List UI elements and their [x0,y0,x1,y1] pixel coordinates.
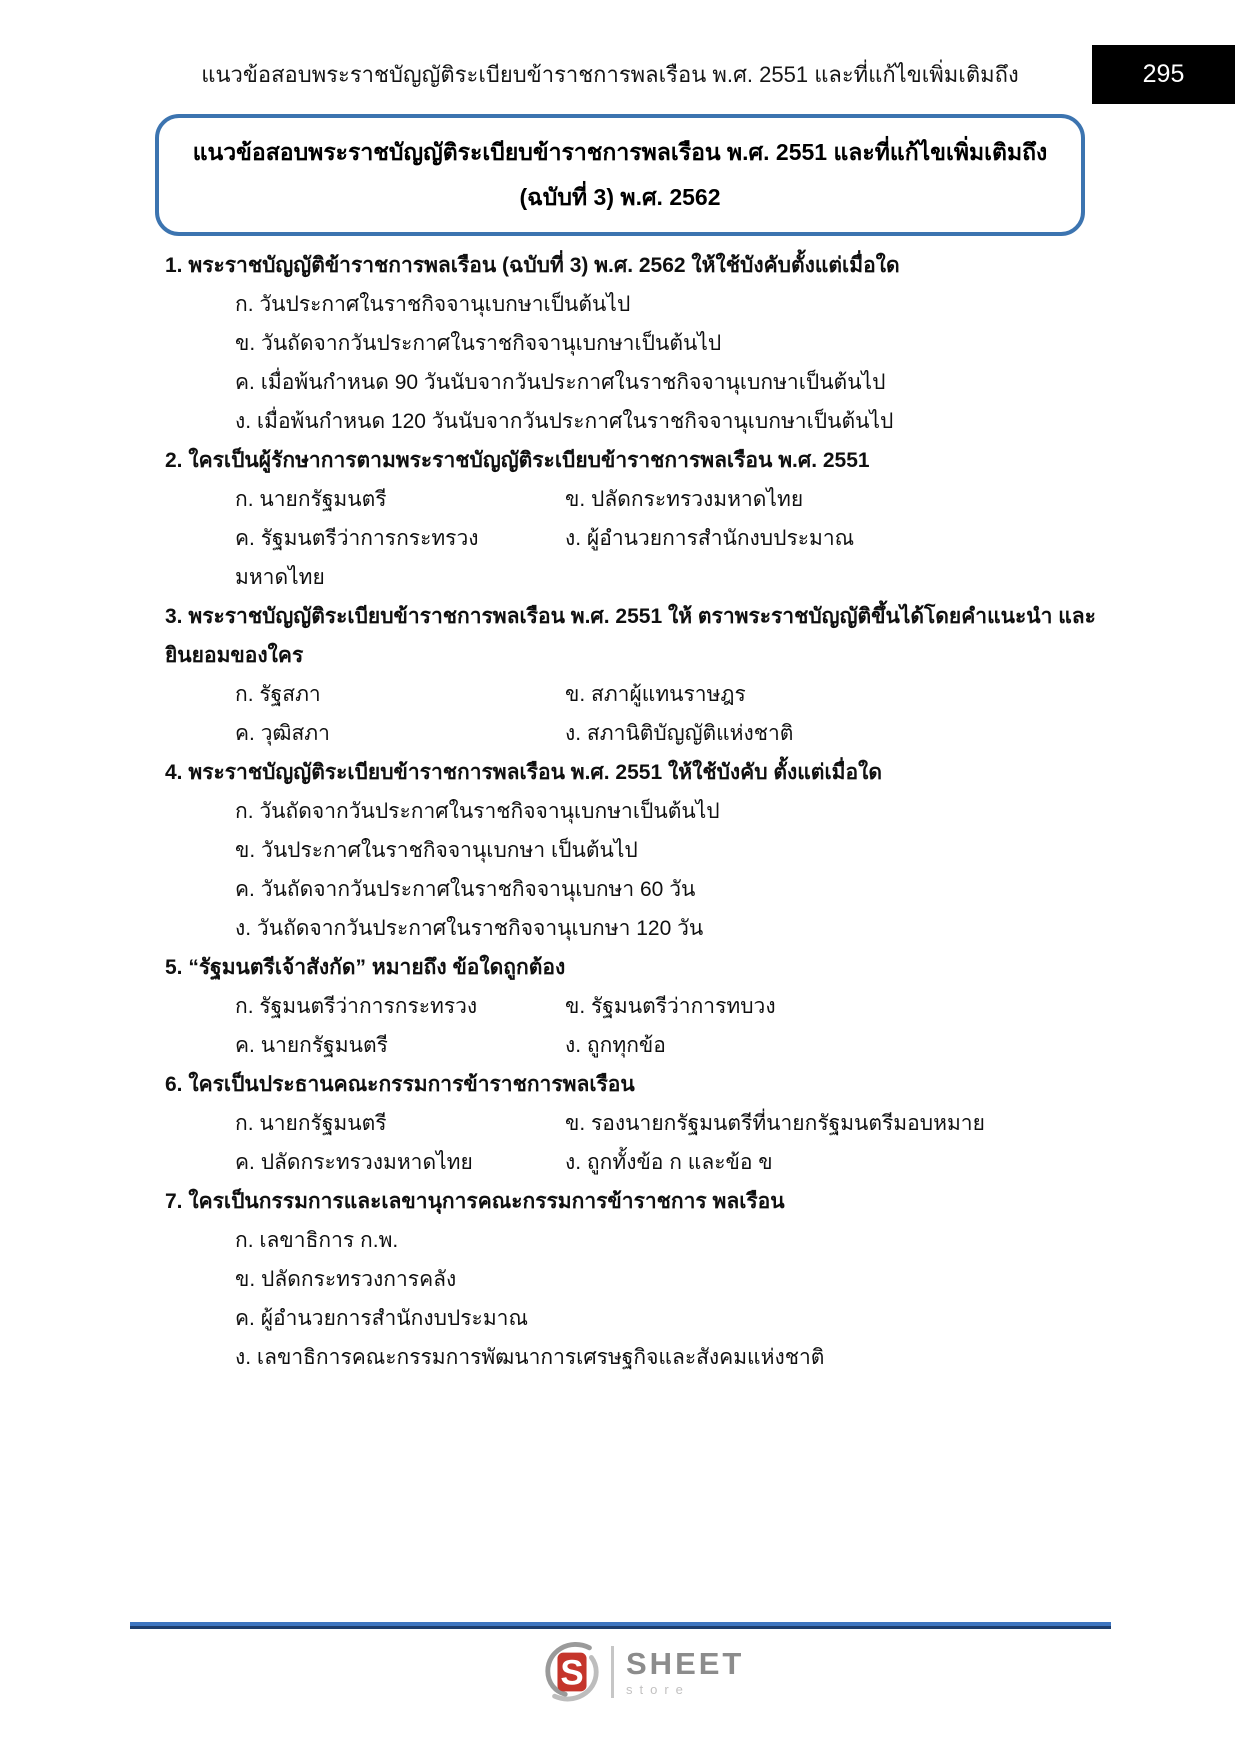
option-text: ง. เมื่อพ้นกำหนด 120 วันนับจากวันประกาศในราชกิจจานุเบกษาเป็นต้นไป [235,410,894,433]
options-row [165,1143,1110,1182]
question-text: 3. พระราชบัญญัติระเบียบข้าราชการพลเรือน พ.ศ. 2551 ให้ ตราพระราชบัญญัติขึ้นได้โดยคำแนะนำ และยินยอมของใคร [165,605,1096,667]
option-text: ก. นายกรัฐมนตรี [235,1112,387,1135]
questions-list [165,246,1110,1377]
option-text: ค. ปลัดกระทรวงมหาดไทย [235,1151,473,1174]
title-box: แนวข้อสอบพระราชบัญญัติระเบียบข้าราชการพลเรือน พ.ศ. 2551 และที่แก้ไขเพิ่มเติมถึง (ฉบับที่ 3) พ.ศ. 2562 [155,114,1085,236]
sheet-store-logo-icon [541,1641,603,1703]
options-row [165,480,1110,519]
option-text: ข. วันประกาศในราชกิจจานุเบกษา เป็นต้นไป [235,839,638,862]
question-text: 2. ใครเป็นผู้รักษาการตามพระราชบัญญัติระเบียบข้าราชการพลเรือน พ.ศ. 2551 [165,449,870,472]
option-text: ค. เมื่อพ้นกำหนด 90 วันนับจากวันประกาศในราชกิจจานุเบกษาเป็นต้นไป [235,371,886,394]
brand-subtitle: store [626,1681,690,1697]
option-text: ค. นายกรัฐมนตรี [235,1034,388,1057]
option-text: ก. วันประกาศในราชกิจจานุเบกษาเป็นต้นไป [235,293,631,316]
options-row [165,519,1110,597]
option-text: ค. ผู้อำนวยการสำนักงบประมาณ [235,1307,528,1330]
option-text: ก. นายกรัฐมนตรี [235,488,387,511]
option-text: ข. วันถัดจากวันประกาศในราชกิจจานุเบกษาเป็นต้นไป [235,332,722,355]
option-text: ก. รัฐมนตรีว่าการกระทรวง [235,995,478,1018]
options-row [165,1104,1110,1143]
option-text: ก. เลขาธิการ ก.พ. [235,1229,399,1252]
logo-divider [611,1646,614,1698]
option-text: ง. ถูกทั้งข้อ ก และข้อ ข [565,1151,773,1174]
options-row [165,1026,1110,1065]
question-text: 7. ใครเป็นกรรมการและเลขานุการคณะกรรมการข้าราชการ พลเรือน [165,1190,785,1213]
option-text: ค. วันถัดจากวันประกาศในราชกิจจานุเบกษา 60 วัน [235,878,696,901]
page-header-title: แนวข้อสอบพระราชบัญญัติระเบียบข้าราชการพลเรือน พ.ศ. 2551 และที่แก้ไขเพิ่มเติมถึง [201,62,1019,87]
brand-name: SHEET [626,1645,745,1681]
option-text: ข. รัฐมนตรีว่าการทบวง [565,995,776,1018]
options-row [165,714,1110,753]
options-row [165,987,1110,1026]
option-text: ก. รัฐสภา [235,683,321,706]
question-text: 5. “รัฐมนตรีเจ้าสังกัด” หมายถึง ข้อใดถูกต้อง [165,956,566,979]
question-text: 4. พระราชบัญญัติระเบียบข้าราชการพลเรือน พ.ศ. 2551 ให้ใช้บังคับ ตั้งแต่เมื่อใด [165,761,882,784]
question-text: 6. ใครเป็นประธานคณะกรรมการข้าราชการพลเรือน [165,1073,635,1096]
option-text: ข. สภาผู้แทนราษฎร [565,683,746,706]
question-text: 1. พระราชบัญญัติข้าราชการพลเรือน (ฉบับที่ 3) พ.ศ. 2562 ให้ใช้บังคับตั้งแต่เมื่อใด [165,254,900,277]
page-number-badge [1092,45,1235,104]
option-text: ข. ปลัดกระทรวงการคลัง [235,1268,457,1291]
sheet-store-logo [541,1641,744,1703]
option-text: ข. รองนายกรัฐมนตรีที่นายกรัฐมนตรีมอบหมาย [565,1112,985,1135]
option-text: ง. วันถัดจากวันประกาศในราชกิจจานุเบกษา 120 วัน [235,917,704,940]
logo-text-block [626,1645,745,1697]
option-text: ง. ถูกทุกข้อ [565,1034,666,1057]
options-row [165,675,1110,714]
option-text: ง. สภานิติบัญญัติแห่งชาติ [565,722,794,745]
footer-divider [130,1622,1111,1629]
option-text: ง. ผู้อำนวยการสำนักงบประมาณ [565,527,855,550]
option-text: ก. วันถัดจากวันประกาศในราชกิจจานุเบกษาเป็นต้นไป [235,800,720,823]
svg-text:S: S [560,1653,584,1693]
option-text: ข. ปลัดกระทรวงมหาดไทย [565,488,804,511]
option-text: ค. รัฐมนตรีว่าการกระทรวงมหาดไทย [235,527,479,589]
option-text: ง. เลขาธิการคณะกรรมการพัฒนาการเศรษฐกิจและสังคมแห่งชาติ [235,1346,825,1369]
option-text: ค. วุฒิสภา [235,722,330,745]
page-number: 295 [1142,60,1185,88]
